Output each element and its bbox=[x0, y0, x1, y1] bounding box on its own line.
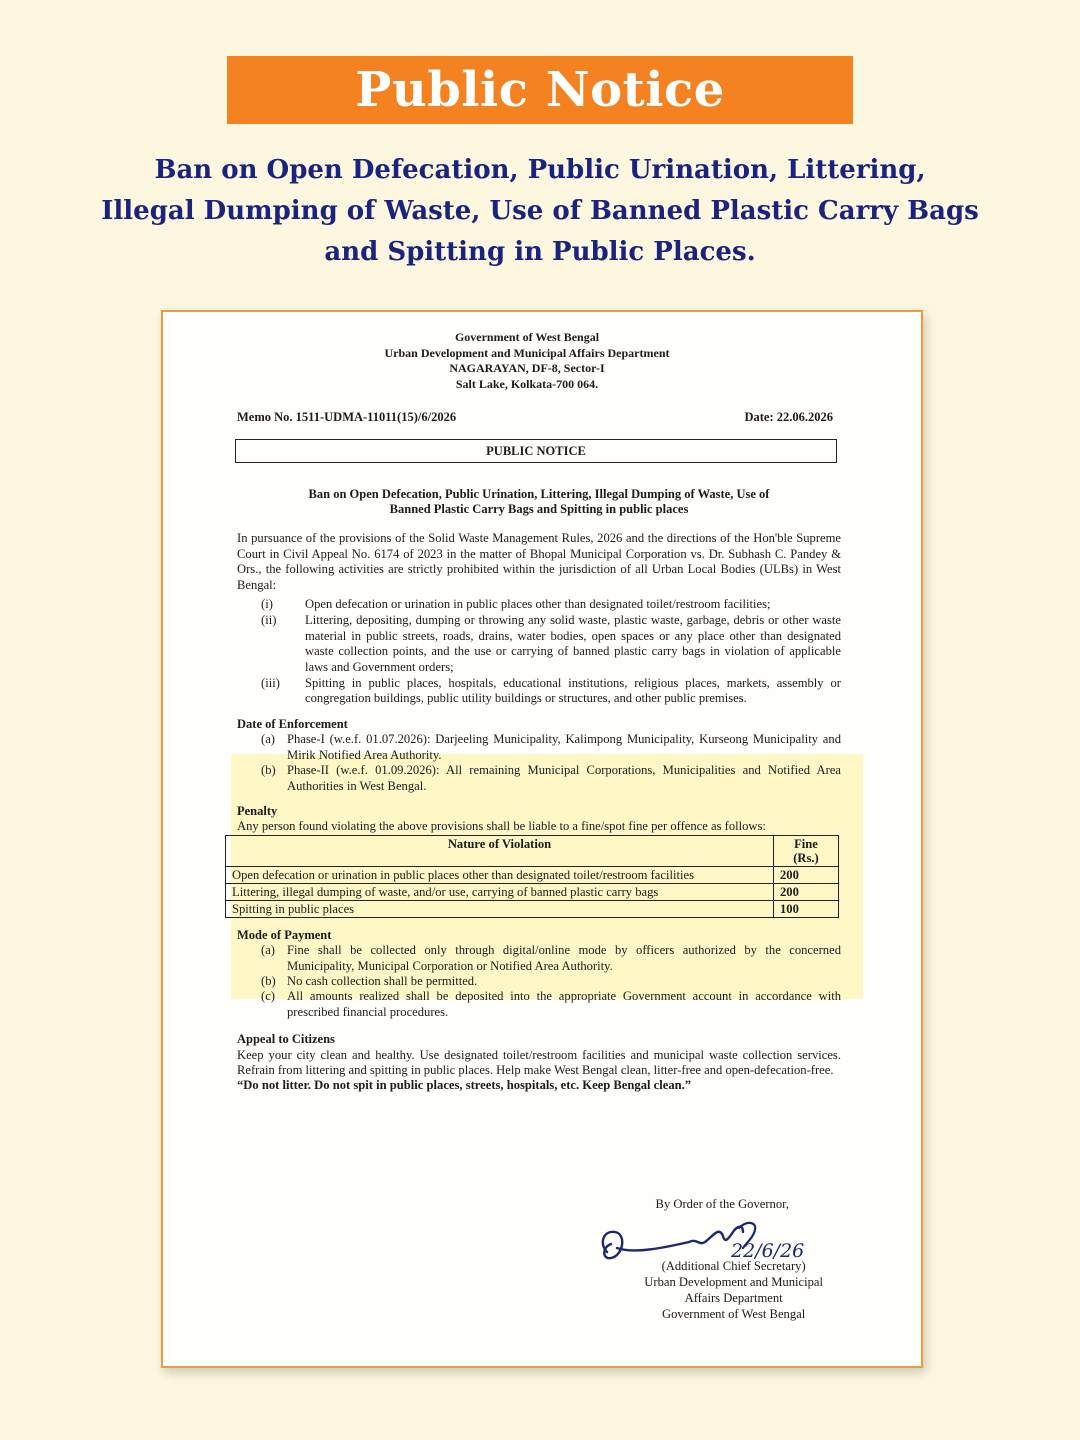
list-item: (a) Phase-I (w.e.f. 01.07.2026): Darjeeling Municipality, Kalimpong Municipality, Kurseong Municipality and Mirik Notified Area Authority. bbox=[261, 732, 841, 762]
gov-line-4: Salt Lake, Kolkata-700 064. bbox=[455, 376, 599, 391]
fine-table bbox=[225, 835, 839, 918]
headline-line-3: and Spitting in Public Places. bbox=[324, 237, 756, 267]
signatory-block bbox=[644, 1258, 823, 1322]
memo-row bbox=[237, 410, 841, 425]
banner-title: Public Notice bbox=[355, 62, 725, 118]
list-item: (c) All amounts realized shall be deposited into the appropriate Government account in accordance with prescribed financial procedures. bbox=[261, 989, 841, 1019]
penalty-title: Penalty bbox=[237, 803, 278, 818]
headline bbox=[60, 150, 1020, 273]
penalty-section bbox=[232, 803, 841, 918]
list-item: (a) Fine shall be collected only through digital/online mode by officers authorized by the concerned Municipality, Municipal Corporation or Notified Area Authority. bbox=[261, 943, 841, 973]
memo-date: Date: 22.06.2026 bbox=[744, 410, 833, 424]
public-notice-label: PUBLIC NOTICE bbox=[486, 443, 586, 458]
gov-line-3: NAGARAYAN, DF-8, Sector-I bbox=[449, 361, 605, 375]
headline-line-2: Illegal Dumping of Waste, Use of Banned Plastic Carry Bags bbox=[101, 196, 979, 226]
subject-line-1: Ban on Open Defecation, Public Urination, Littering, Illegal Dumping of Waste, Use of bbox=[308, 487, 770, 502]
government-header bbox=[213, 330, 841, 392]
intro-paragraph: In pursuance of the provisions of the Solid Waste Management Rules, 2026 and the directions of the Hon'ble Supreme Court in Civil Appeal No. 6174 of 2023 in the matter of Bhopal Municipal Corporation vs. Dr. Subhash C. Pandey & Ors., the following activities are strictly prohibited within the jurisdiction of all Urban Local Bodies (ULBs) in West Bengal: bbox=[237, 531, 841, 592]
title-banner bbox=[227, 56, 853, 124]
headline-line-1: Ban on Open Defecation, Public Urination, Littering, bbox=[154, 155, 926, 185]
designation: (Additional Chief Secretary) bbox=[661, 1259, 806, 1273]
penalty-text: Any person found violating the above provisions shall be liable to a fine/spot fine per offence as follows: bbox=[237, 819, 766, 834]
col-fine: Fine (Rs.) bbox=[774, 835, 839, 866]
document-body bbox=[232, 330, 841, 1094]
appeal-text: Keep your city clean and healthy. Use designated toilet/restroom facilities and municipal waste collection services. Refrain from littering and spitting in public places. Help make West Bengal clean, litter-free and open-defecation-free. bbox=[237, 1047, 841, 1077]
dept-line-1: Urban Development and Municipal bbox=[644, 1275, 823, 1289]
table-header-row bbox=[226, 835, 839, 866]
payment-section bbox=[237, 928, 841, 1020]
memo-number: Memo No. 1511-UDMA-11011(15)/6/2026 bbox=[237, 410, 457, 424]
col-violation: Nature of Violation bbox=[226, 835, 774, 866]
table-row: Open defecation or urination in public places other than designated toilet/restroom facilities 200 bbox=[226, 866, 839, 883]
gov-line: Government of West Bengal bbox=[662, 1307, 806, 1321]
enforcement-title: Date of Enforcement bbox=[237, 716, 348, 731]
gov-line-2: Urban Development and Municipal Affairs Department bbox=[384, 345, 670, 360]
notice-document bbox=[161, 310, 923, 1368]
enforcement-section bbox=[237, 717, 841, 794]
list-item: (b) Phase-II (w.e.f. 01.09.2026): All remaining Municipal Corporations, Municipalities and Notified Area Authorities in West Bengal. bbox=[261, 763, 841, 793]
handwritten-date: 22/6/26 bbox=[731, 1240, 805, 1262]
prohibited-list bbox=[237, 597, 841, 707]
appeal-title: Appeal to Citizens bbox=[237, 1032, 335, 1047]
dept-line-2: Affairs Department bbox=[684, 1291, 783, 1305]
subject bbox=[237, 487, 841, 517]
table-row: Spitting in public places 100 bbox=[226, 900, 839, 917]
list-item: (b) No cash collection shall be permitted. bbox=[261, 973, 478, 988]
list-item: (i) Open defecation or urination in public places other than designated toilet/restroom facilities; bbox=[261, 597, 771, 612]
gov-line-1: Government of West Bengal bbox=[454, 330, 600, 344]
appeal-section bbox=[237, 1032, 841, 1094]
order-line: By Order of the Governor, bbox=[655, 1197, 789, 1211]
subject-line-2: Banned Plastic Carry Bags and Spitting in public places bbox=[389, 502, 689, 517]
public-notice-box bbox=[235, 439, 837, 463]
list-item: (ii) Littering, depositing, dumping or throwing any solid waste, plastic waste, garbage, debris or other waste material in public streets, roads, drains, water bodies, open spaces or any place other than designated waste collection points, and the use or carrying of banned plastic carry bags in violation of applicable laws and Government orders; bbox=[261, 613, 841, 674]
appeal-slogan: “Do not litter. Do not spit in public places, streets, hospitals, etc. Keep Bengal clean.” bbox=[237, 1078, 692, 1093]
payment-title: Mode of Payment bbox=[237, 927, 332, 942]
list-item: (iii) Spitting in public places, hospitals, educational institutions, religious places, markets, assembly or congregation buildings, public utility buildings or structures, and other public premises. bbox=[261, 676, 841, 706]
table-row: Littering, illegal dumping of waste, and/or use, carrying of banned plastic carry bags 200 bbox=[226, 883, 839, 900]
